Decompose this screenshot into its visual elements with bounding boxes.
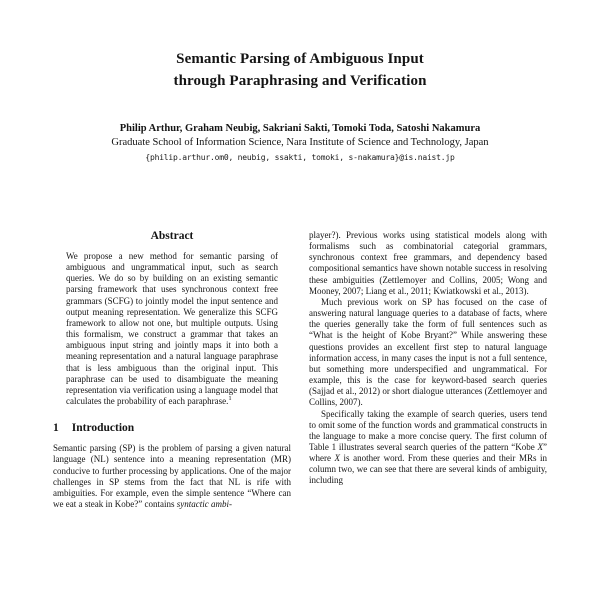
right-paragraph-3-text-a: Specifically taking the example of search queries, users tend to omit some of the function words and grammatical constructs in the language to make a more concise query. The first column of Table 1 illustrates several search queries of the pattern “Kobe: [309, 408, 547, 452]
section-number: 1: [53, 422, 59, 435]
intro-paragraph-italic: syntactic ambi-: [176, 498, 232, 509]
paper-title: [0, 48, 600, 92]
author-names: Philip Arthur, Graham Neubig, Sakriani Sakti, Tomoki Toda, Satoshi Nakamura: [119, 123, 481, 134]
section-title: Introduction: [71, 422, 135, 435]
right-paragraph-3: [309, 409, 547, 487]
right-column: [309, 230, 547, 510]
section-heading-introduction: [53, 422, 291, 434]
title-line-2: through Paraphrasing and Verification: [173, 73, 427, 89]
intro-paragraph-text: Semantic parsing (SP) is the problem of parsing a given natural language (NL) sentence into a meaning representation (MR) conducive to further processing by applications. One of the major challenges in SP stems from the fact that NL is rife with ambiguities. For example, even the simple sentence “Where can we eat a steak in Kobe?” contains: [53, 443, 291, 509]
right-paragraph-3-text-c: is another word. From these queries and their MRs in column two, we can see that there are several kinds of ambiguity, including: [309, 453, 547, 486]
affiliation-line: Graduate School of Information Science, Nara Institute of Science and Technology, Japan: [111, 137, 489, 148]
two-column-body: [53, 230, 547, 510]
paper-header: [0, 0, 600, 162]
abstract-text: We propose a new method for semantic parsing of ambiguous and ungrammatical input, such as search queries. We do so by building on an existing semantic parsing framework that uses synchronous context free grammars (SCFG) to jointly model the input sentence and output meaning representation. We generalize this SCFG framework to allow not one, but multiple outputs. Using this formalism, we construct a grammar that takes an ambiguous input string and jointly maps it into both a meaning representation and a natural language paraphrase that is less ambiguous than the original input. This paraphrase can be used to disambiguate the meaning representation via verification using a language model that calculates the probability of each paraphrase.: [66, 251, 278, 407]
right-paragraph-2: Much previous work on SP has focused on the case of answering natural language queries to a database of facts, where the queries generally take the form of full sentences such as “What is the height of Kobe Bryant?” While answering these questions provides an excellent first step to natural language information access, in many cases the input is not a full sentence, but something more underspecified and ungrammatical. For example, this is the case for keyword-based search queries (Sajjad et al., 2012) or short dialogue utterances (Zettlemoyer and Collins, 2007).: [309, 296, 547, 408]
right-paragraph-3-variable-x2: X: [334, 453, 341, 464]
right-paragraph-3-text-b: ” where: [309, 441, 547, 464]
abstract-paragraph: [53, 251, 291, 407]
abstract-heading: Abstract: [150, 230, 194, 242]
left-column: [53, 230, 291, 510]
author-emails: {philip.arthur.om0, neubig, ssakti, tomoki, s-nakamura}@is.naist.jp: [145, 153, 455, 162]
intro-paragraph: [53, 443, 291, 510]
right-paragraph-3-variable-x1: X: [537, 441, 543, 452]
title-line-1: Semantic Parsing of Ambiguous Input: [176, 51, 424, 67]
right-paragraph-1: player?). Previous works using statistical models along with formalisms such as combinatorial categorial grammars, synchronous context free grammars, and dependency based compositional semantics have shown notable success in resolving these ambiguities (Zettlemoyer and Collins, 2005; Wong and Mooney, 2007; Liang et al., 2011; Kwiatkowski et al., 2013).: [309, 230, 547, 296]
footnote-marker: 1: [228, 395, 232, 403]
